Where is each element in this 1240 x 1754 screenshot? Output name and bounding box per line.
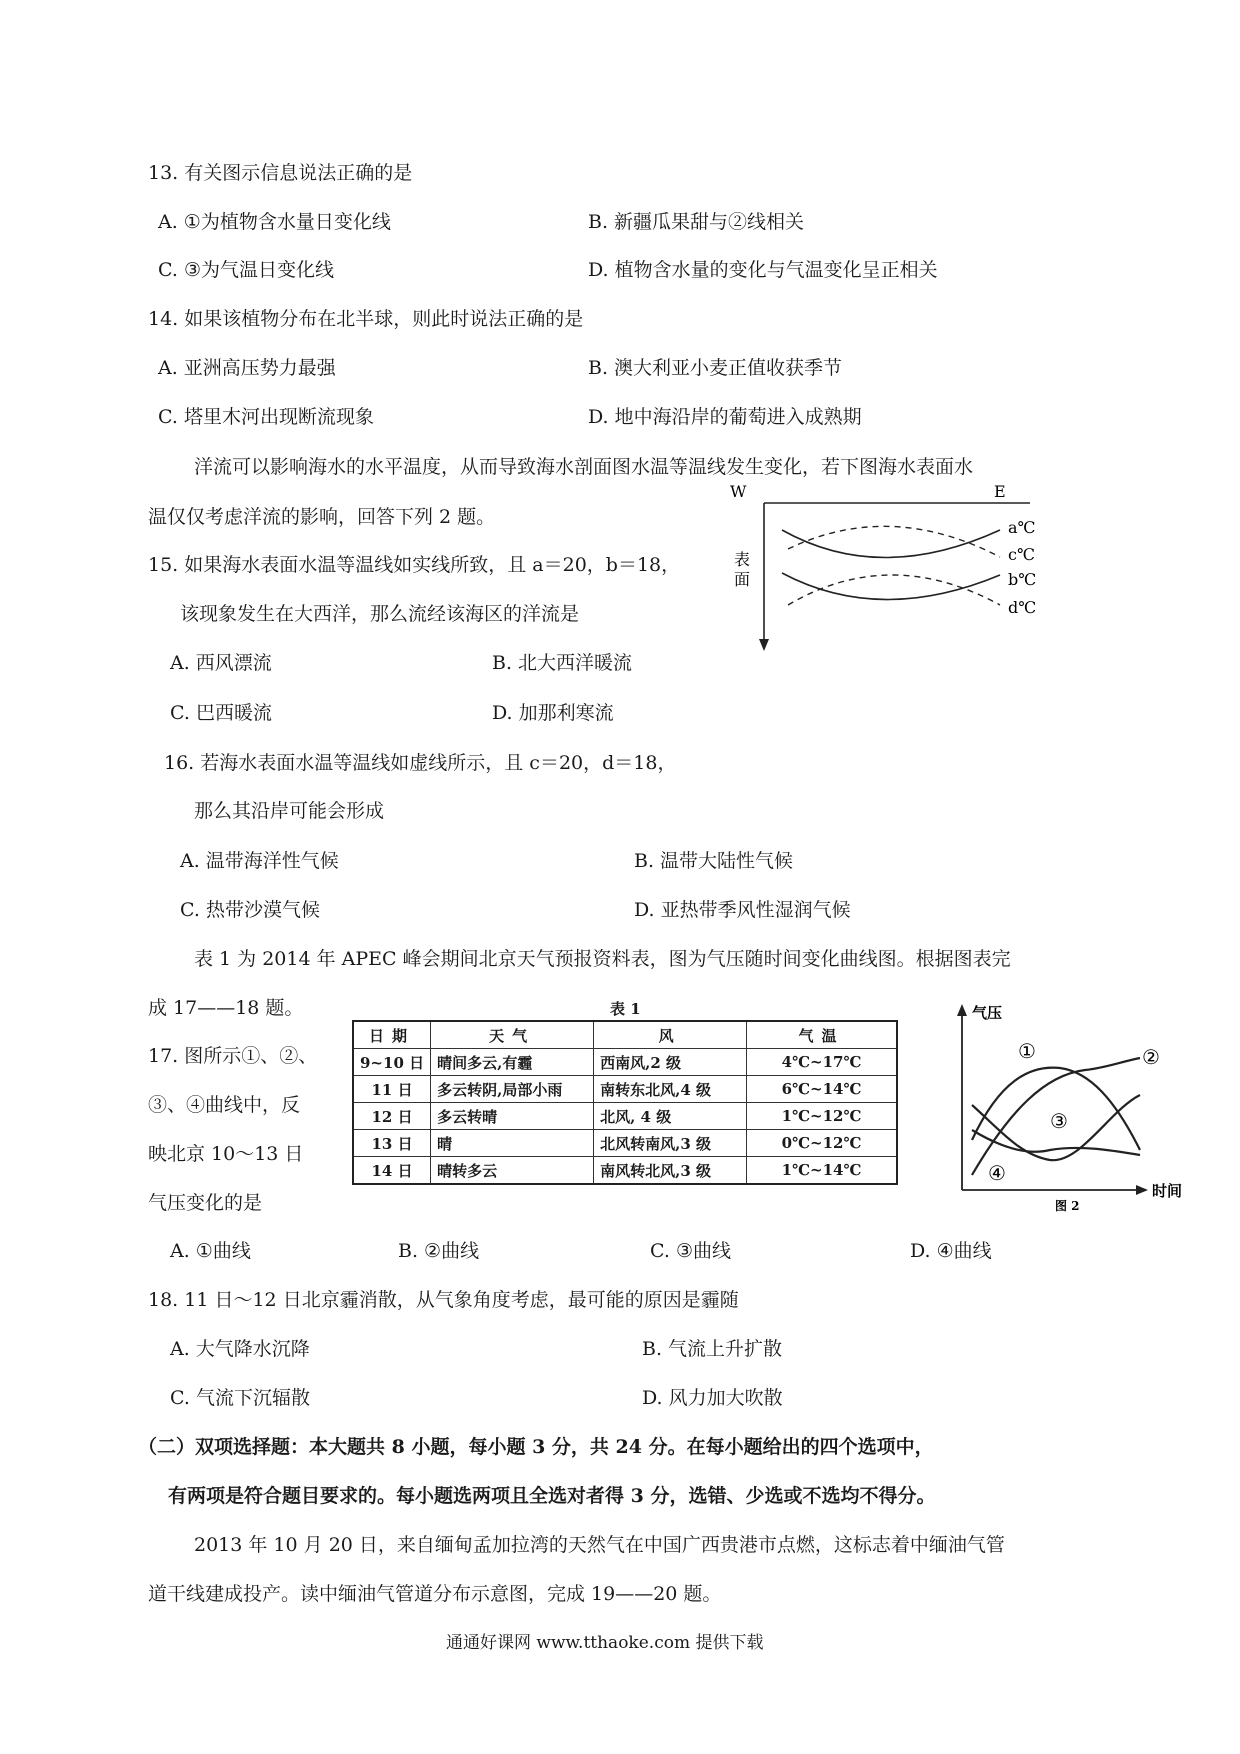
isotherm-label-c: c℃ [1008,545,1035,564]
q14-stem: 14. 如果该植物分布在北半球，则此时说法正确的是 [148,308,584,330]
isotherm-label-b: b℃ [1008,570,1037,589]
table1-caption: 表 1 [610,1000,641,1018]
table-cell: 晴 [431,1130,594,1157]
intro19-line2: 道干线建成投产。读中缅油气管道分布示意图，完成 19——20 题。 [148,1583,722,1605]
fig-depth-arrow [759,639,769,651]
table-cell: 1℃~14℃ [747,1157,897,1185]
pressure-x-arrow [1136,1185,1148,1195]
isotherm-c-dashed [788,526,1000,557]
table-cell: 14 日 [353,1157,431,1185]
table-row [353,1076,897,1103]
fig-west-label: W [730,482,747,501]
q14-option-c[interactable]: C. 塔里木河出现断流现象 [158,406,374,428]
q17-stem-line3: 映北京 10～13 日 [148,1143,304,1165]
table-cell: 9~10 日 [353,1049,431,1076]
q14-option-b[interactable]: B. 澳大利亚小麦正值收获季节 [588,357,843,379]
pressure-xlabel: 时间 [1152,1182,1183,1200]
intro17-line1: 表 1 为 2014 年 APEC 峰会期间北京天气预报资料表，图为气压随时间变化曲线图。根据图表完 [194,948,1011,970]
q17-option-b[interactable]: B. ②曲线 [398,1240,480,1262]
table-row [353,1049,897,1076]
pressure-y-arrow [957,1004,967,1016]
table-row [353,1130,897,1157]
table-cell: 0℃~12℃ [747,1130,897,1157]
q17-option-c[interactable]: C. ③曲线 [650,1240,731,1262]
table-cell: 6℃~14℃ [747,1076,897,1103]
intro15-line2: 温仅仅考虑洋流的影响，回答下列 2 题。 [148,506,496,528]
q18-option-d[interactable]: D. 风力加大吹散 [642,1387,783,1409]
q18-stem: 18. 11 日～12 日北京霾消散，从气象角度考虑，最可能的原因是霾随 [148,1289,739,1311]
q13-option-b[interactable]: B. 新疆瓜果甜与②线相关 [588,211,805,233]
section2-line2: 有两项是符合题目要求的。每小题选两项且全选对者得 3 分，选错、少选或不选均不得分。 [168,1485,936,1507]
q13-option-c[interactable]: C. ③为气温日变化线 [158,259,334,281]
q16-option-d[interactable]: D. 亚热带季风性湿润气候 [634,899,851,921]
table-header-wind: 风 [594,1021,747,1049]
q15-option-a[interactable]: A. 西风漂流 [170,652,272,674]
table-cell: 晴转多云 [431,1157,594,1185]
q18-option-a[interactable]: A. 大气降水沉降 [170,1338,310,1360]
q15-stem-line1: 15. 如果海水表面水温等温线如实线所致，且 a＝20，b＝18， [148,554,681,576]
q16-stem-line1: 16. 若海水表面水温等温线如虚线所示，且 c＝20，d＝18， [164,752,677,774]
isotherm-d-dashed [788,575,1000,605]
intro19-line1: 2013 年 10 月 20 日，来自缅甸孟加拉湾的天然气在中国广西贵港市点燃，这标志着中缅油气管 [194,1534,1005,1556]
pressure-ylabel: 气压 [972,1004,1003,1022]
q17-stem-line2: ③、④曲线中，反 [148,1094,301,1116]
table-cell: 西南风,2 级 [594,1049,747,1076]
isotherm-label-a: a℃ [1008,518,1036,537]
q15-option-c[interactable]: C. 巴西暖流 [170,702,272,724]
q18-option-c[interactable]: C. 气流下沉辐散 [170,1387,310,1409]
pressure-curve-label-1: ① [1018,1039,1036,1063]
fig-east-label: E [994,482,1006,501]
q16-stem-line2: 那么其沿岸可能会形成 [194,800,385,822]
pressure-curve-label-2: ② [1142,1045,1160,1069]
q17-option-a[interactable]: A. ①曲线 [170,1240,251,1262]
table-cell: 4℃~17℃ [747,1049,897,1076]
q17-stem-line4: 气压变化的是 [148,1192,263,1214]
table-row [353,1157,897,1185]
q16-option-c[interactable]: C. 热带沙漠气候 [180,899,320,921]
table-header-row [353,1021,897,1049]
table-cell: 12 日 [353,1103,431,1130]
table-cell: 南转东北风,4 级 [594,1076,747,1103]
weather-table [352,1020,898,1185]
page-footer: 通通好课网 www.tthaoke.com 提供下载 [446,1633,764,1653]
table-cell: 北风转南风,3 级 [594,1130,747,1157]
q15-option-d[interactable]: D. 加那利寒流 [492,702,614,724]
q13-option-d[interactable]: D. 植物含水量的变化与气温变化呈正相关 [588,259,938,281]
q18-option-b[interactable]: B. 气流上升扩散 [642,1338,783,1360]
q16-option-a[interactable]: A. 温带海洋性气候 [180,850,339,872]
q17-option-d[interactable]: D. ④曲线 [910,1240,992,1262]
fig-side-label-1: 表 [734,550,751,569]
pressure-curve-label-3: ③ [1050,1109,1068,1133]
q13-option-a[interactable]: A. ①为植物含水量日变化线 [158,211,391,233]
table-header-date: 日期 [353,1021,431,1049]
table-row [353,1103,897,1130]
isotherm-b-solid [782,573,1000,600]
q13-stem: 13. 有关图示信息说法正确的是 [148,162,413,184]
intro17-line2: 成 17——18 题。 [148,997,304,1019]
table-cell: 南风转北风,3 级 [594,1157,747,1185]
fig-side-label-2: 面 [734,570,751,589]
table-cell: 北风, 4 级 [594,1103,747,1130]
q14-option-d[interactable]: D. 地中海沿岸的葡萄进入成熟期 [588,406,862,428]
pressure-figure [950,1000,1200,1213]
table-cell: 多云转晴 [431,1103,594,1130]
table-cell: 13 日 [353,1130,431,1157]
q17-stem-line1: 17. 图所示①、②、 [148,1045,318,1067]
q14-option-a[interactable]: A. 亚洲高压势力最强 [158,357,336,379]
table-cell: 晴间多云,有霾 [431,1049,594,1076]
section2-line1: （二）双项选择题：本大题共 8 小题，每小题 3 分，共 24 分。在每小题给出的四个选项中， [138,1436,934,1458]
pressure-curve-label-4: ④ [988,1161,1006,1185]
isotherm-figure [730,482,1070,655]
q16-option-b[interactable]: B. 温带大陆性气候 [634,850,794,872]
table-cell: 多云转阴,局部小雨 [431,1076,594,1103]
pressure-caption: 图 2 [1055,1199,1080,1213]
table-header-weather: 天气 [431,1021,594,1049]
isotherm-a-solid [782,530,1000,558]
q15-stem-line2: 该现象发生在大西洋，那么流经该海区的洋流是 [180,603,580,625]
q15-option-b[interactable]: B. 北大西洋暖流 [492,652,633,674]
intro15-line1: 洋流可以影响海水的水平温度，从而导致海水剖面图水温等温线发生变化，若下图海水表面水 [194,456,974,478]
table-header-temp: 气温 [747,1021,897,1049]
isotherm-label-d: d℃ [1008,598,1037,617]
pressure-curve-4 [972,1130,1140,1155]
table-cell: 1℃~12℃ [747,1103,897,1130]
table-cell: 11 日 [353,1076,431,1103]
